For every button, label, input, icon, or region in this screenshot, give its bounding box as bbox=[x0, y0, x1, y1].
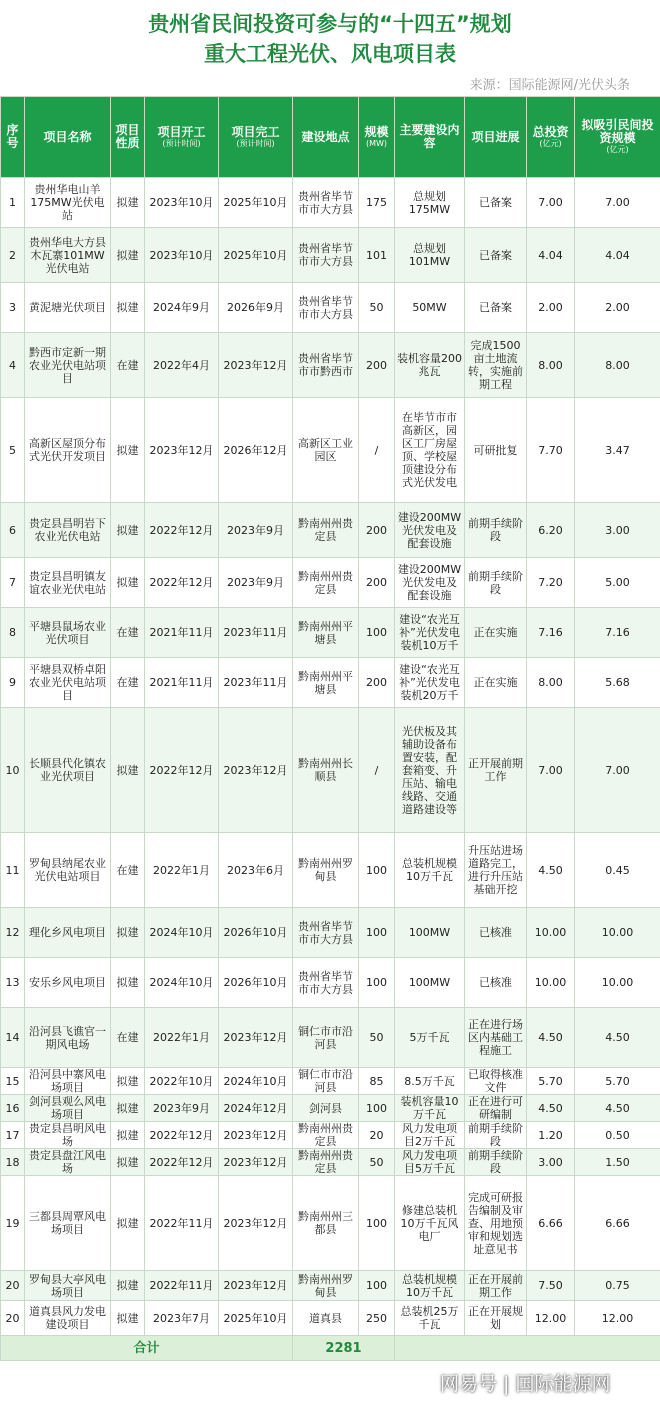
header-scale-label: 规模 bbox=[364, 124, 389, 139]
cell-location: 高新区工业园区 bbox=[293, 398, 359, 503]
cell-nature: 拟建 bbox=[111, 558, 145, 608]
cell-progress: 升压站进场道路完工，进行升压站基础开挖 bbox=[465, 833, 527, 908]
header-scale bbox=[359, 97, 395, 178]
cell-seq: 15 bbox=[1, 1068, 25, 1095]
cell-invest: 4.50 bbox=[527, 1095, 575, 1122]
cell-seq: 20 bbox=[1, 1271, 25, 1301]
header-end-sub: (预计时间) bbox=[236, 138, 275, 148]
cell-scale: 100 bbox=[359, 1095, 395, 1122]
cell-progress: 可研批复 bbox=[465, 398, 527, 503]
cell-seq: 1 bbox=[1, 178, 25, 228]
cell-invest: 10.00 bbox=[527, 908, 575, 958]
cell-seq: 10 bbox=[1, 708, 25, 833]
table-body bbox=[1, 178, 660, 1361]
header-private bbox=[575, 97, 660, 178]
cell-nature: 拟建 bbox=[111, 398, 145, 503]
cell-progress: 正在开展规划 bbox=[465, 1301, 527, 1336]
cell-end: 2023年12月 bbox=[219, 1176, 293, 1271]
cell-invest: 1.20 bbox=[527, 1122, 575, 1149]
cell-location: 贵州省毕节市市大方县 bbox=[293, 228, 359, 283]
cell-invest: 10.00 bbox=[527, 958, 575, 1008]
cell-location: 贵州省毕节市市大方县 bbox=[293, 178, 359, 228]
cell-content: 总规划101MW bbox=[395, 228, 465, 283]
cell-location: 黔南州州贵定县 bbox=[293, 1122, 359, 1149]
cell-location: 贵州省毕节市市黔西市 bbox=[293, 333, 359, 398]
cell-progress: 前期手续阶段 bbox=[465, 558, 527, 608]
page-title-line1: 贵州省民间投资可参与的“十四五”规划 bbox=[148, 12, 512, 36]
cell-progress: 前期手续阶段 bbox=[465, 1149, 527, 1176]
cell-nature: 拟建 bbox=[111, 1149, 145, 1176]
cell-location: 贵州省毕节市市大方县 bbox=[293, 908, 359, 958]
total-empty bbox=[395, 1336, 660, 1361]
cell-start: 2022年11月 bbox=[145, 1271, 219, 1301]
cell-seq: 6 bbox=[1, 503, 25, 558]
cell-name: 高新区屋顶分布式光伏开发项目 bbox=[25, 398, 111, 503]
cell-scale: 100 bbox=[359, 958, 395, 1008]
header-start bbox=[145, 97, 219, 178]
cell-nature: 拟建 bbox=[111, 708, 145, 833]
cell-seq: 17 bbox=[1, 1122, 25, 1149]
header-invest-unit: (亿元) bbox=[539, 138, 562, 148]
cell-content: 总装机25万千瓦 bbox=[395, 1301, 465, 1336]
cell-end: 2023年6月 bbox=[219, 833, 293, 908]
cell-content: 8.5万千瓦 bbox=[395, 1068, 465, 1095]
page-title-line2: 重大工程光伏、风电项目表 bbox=[204, 42, 456, 66]
cell-invest: 8.00 bbox=[527, 333, 575, 398]
cell-seq: 8 bbox=[1, 608, 25, 658]
cell-nature: 拟建 bbox=[111, 1176, 145, 1271]
cell-content: 建设200MW光伏发电及配套设施 bbox=[395, 503, 465, 558]
cell-seq: 13 bbox=[1, 958, 25, 1008]
cell-invest: 4.50 bbox=[527, 833, 575, 908]
project-table bbox=[0, 96, 660, 1361]
cell-name: 平塘县鼠场农业光伏项目 bbox=[25, 608, 111, 658]
cell-scale: 20 bbox=[359, 1122, 395, 1149]
cell-scale: 50 bbox=[359, 283, 395, 333]
cell-invest: 8.00 bbox=[527, 658, 575, 708]
cell-location: 黔南州州贵定县 bbox=[293, 1149, 359, 1176]
cell-private: 4.50 bbox=[575, 1008, 660, 1068]
cell-name: 剑河县观么风电场项目 bbox=[25, 1095, 111, 1122]
cell-private: 12.00 bbox=[575, 1301, 660, 1336]
cell-invest: 7.00 bbox=[527, 178, 575, 228]
cell-end: 2026年12月 bbox=[219, 398, 293, 503]
header-progress: 项目进展 bbox=[465, 97, 527, 178]
cell-content: 总装机规模10万千瓦 bbox=[395, 833, 465, 908]
cell-private: 10.00 bbox=[575, 958, 660, 1008]
cell-private: 10.00 bbox=[575, 908, 660, 958]
cell-start: 2024年10月 bbox=[145, 908, 219, 958]
cell-scale: 100 bbox=[359, 1271, 395, 1301]
cell-end: 2026年9月 bbox=[219, 283, 293, 333]
cell-location: 黔南州州平塘县 bbox=[293, 608, 359, 658]
cell-invest: 4.04 bbox=[527, 228, 575, 283]
cell-progress: 已核准 bbox=[465, 958, 527, 1008]
table-row bbox=[1, 398, 660, 503]
cell-end: 2023年11月 bbox=[219, 658, 293, 708]
cell-nature: 拟建 bbox=[111, 1271, 145, 1301]
table-row bbox=[1, 958, 660, 1008]
cell-scale: 100 bbox=[359, 1176, 395, 1271]
cell-content: 5万千瓦 bbox=[395, 1008, 465, 1068]
cell-location: 铜仁市市沿河县 bbox=[293, 1008, 359, 1068]
cell-nature: 在建 bbox=[111, 833, 145, 908]
cell-content: 在毕节市市高新区，园区工厂房屋顶、学校屋顶建设分布式光伏发电 bbox=[395, 398, 465, 503]
cell-start: 2022年11月 bbox=[145, 1176, 219, 1271]
cell-nature: 在建 bbox=[111, 333, 145, 398]
cell-scale: / bbox=[359, 398, 395, 503]
cell-nature: 拟建 bbox=[111, 283, 145, 333]
cell-progress: 正在实施 bbox=[465, 608, 527, 658]
cell-seq: 14 bbox=[1, 1008, 25, 1068]
cell-private: 7.16 bbox=[575, 608, 660, 658]
cell-progress: 已核准 bbox=[465, 908, 527, 958]
cell-nature: 拟建 bbox=[111, 228, 145, 283]
cell-content: 100MW bbox=[395, 908, 465, 958]
table-row bbox=[1, 658, 660, 708]
cell-end: 2026年10月 bbox=[219, 958, 293, 1008]
cell-name: 贵定县昌明镇友谊农业光伏电站 bbox=[25, 558, 111, 608]
cell-scale: 200 bbox=[359, 333, 395, 398]
cell-name: 黄泥塘光伏项目 bbox=[25, 283, 111, 333]
table-row bbox=[1, 1149, 660, 1176]
cell-seq: 19 bbox=[1, 1176, 25, 1271]
cell-location: 黔南州州平塘县 bbox=[293, 658, 359, 708]
cell-seq: 2 bbox=[1, 228, 25, 283]
cell-content: 修建总装机10万千瓦风电厂 bbox=[395, 1176, 465, 1271]
header-start-label: 项目开工 bbox=[157, 124, 206, 139]
table-row bbox=[1, 908, 660, 958]
cell-private: 7.00 bbox=[575, 708, 660, 833]
cell-content: 总装机规模10万千瓦 bbox=[395, 1271, 465, 1301]
cell-name: 黔西市定新一期农业光伏电站项目 bbox=[25, 333, 111, 398]
cell-seq: 7 bbox=[1, 558, 25, 608]
cell-scale: 250 bbox=[359, 1301, 395, 1336]
cell-name: 贵州华电大方县木瓦寨101MW光伏电站 bbox=[25, 228, 111, 283]
cell-invest: 4.50 bbox=[527, 1008, 575, 1068]
cell-content: 风力发电项目5万千瓦 bbox=[395, 1149, 465, 1176]
header-location: 建设地点 bbox=[293, 97, 359, 178]
table-header-row bbox=[1, 97, 660, 178]
cell-seq: 12 bbox=[1, 908, 25, 958]
cell-seq: 5 bbox=[1, 398, 25, 503]
cell-progress: 前期手续阶段 bbox=[465, 503, 527, 558]
cell-progress: 正在实施 bbox=[465, 658, 527, 708]
cell-name: 理化乡风电项目 bbox=[25, 908, 111, 958]
cell-scale: 100 bbox=[359, 608, 395, 658]
cell-name: 长顺县代化镇农业光伏项目 bbox=[25, 708, 111, 833]
watermark: 网易号 | 国际能源网 bbox=[440, 1373, 611, 1395]
cell-start: 2023年9月 bbox=[145, 1095, 219, 1122]
cell-content: 风力发电项目2万千瓦 bbox=[395, 1122, 465, 1149]
cell-nature: 拟建 bbox=[111, 1122, 145, 1149]
cell-end: 2023年9月 bbox=[219, 558, 293, 608]
cell-scale: 85 bbox=[359, 1068, 395, 1095]
cell-content: 总规划175MW bbox=[395, 178, 465, 228]
table-row bbox=[1, 1122, 660, 1149]
header-nature: 项目性质 bbox=[111, 97, 145, 178]
cell-seq: 4 bbox=[1, 333, 25, 398]
cell-name: 罗甸县纳尾农业光伏电站项目 bbox=[25, 833, 111, 908]
cell-scale: 101 bbox=[359, 228, 395, 283]
cell-end: 2023年12月 bbox=[219, 1149, 293, 1176]
table-row bbox=[1, 333, 660, 398]
cell-private: 5.00 bbox=[575, 558, 660, 608]
cell-private: 4.50 bbox=[575, 1095, 660, 1122]
cell-content: 建设“农光互补”光伏发电装机20万千 bbox=[395, 658, 465, 708]
cell-scale: 175 bbox=[359, 178, 395, 228]
cell-invest: 7.00 bbox=[527, 708, 575, 833]
cell-name: 贵州华电山羊175MW光伏电站 bbox=[25, 178, 111, 228]
cell-start: 2023年12月 bbox=[145, 398, 219, 503]
cell-start: 2022年4月 bbox=[145, 333, 219, 398]
cell-private: 3.00 bbox=[575, 503, 660, 558]
header-private-unit: (亿元) bbox=[606, 145, 629, 154]
cell-end: 2023年12月 bbox=[219, 1008, 293, 1068]
table-row bbox=[1, 1176, 660, 1271]
cell-end: 2024年12月 bbox=[219, 1095, 293, 1122]
cell-invest: 5.70 bbox=[527, 1068, 575, 1095]
cell-end: 2023年12月 bbox=[219, 1122, 293, 1149]
cell-invest: 2.00 bbox=[527, 283, 575, 333]
cell-scale: 200 bbox=[359, 658, 395, 708]
cell-invest: 6.20 bbox=[527, 503, 575, 558]
cell-invest: 7.16 bbox=[527, 608, 575, 658]
cell-progress: 完成可研报告编制及审查、用地预审和规划选址意见书 bbox=[465, 1176, 527, 1271]
cell-progress: 已备案 bbox=[465, 283, 527, 333]
cell-nature: 在建 bbox=[111, 658, 145, 708]
cell-name: 平塘县双桥卓阳农业光伏电站项目 bbox=[25, 658, 111, 708]
cell-private: 8.00 bbox=[575, 333, 660, 398]
header-invest bbox=[527, 97, 575, 178]
table-row bbox=[1, 833, 660, 908]
cell-nature: 拟建 bbox=[111, 178, 145, 228]
header-end-label: 项目完工 bbox=[231, 124, 280, 139]
cell-nature: 拟建 bbox=[111, 958, 145, 1008]
table-row bbox=[1, 178, 660, 228]
total-row bbox=[1, 1336, 660, 1361]
header-seq: 序号 bbox=[1, 97, 25, 178]
table-row bbox=[1, 608, 660, 658]
cell-name: 沿河县飞谯官一期风电场 bbox=[25, 1008, 111, 1068]
cell-progress: 已备案 bbox=[465, 228, 527, 283]
cell-location: 黔南州州三都县 bbox=[293, 1176, 359, 1271]
table-row bbox=[1, 1068, 660, 1095]
cell-content: 50MW bbox=[395, 283, 465, 333]
cell-name: 安乐乡风电项目 bbox=[25, 958, 111, 1008]
cell-seq: 20 bbox=[1, 1301, 25, 1336]
cell-private: 4.04 bbox=[575, 228, 660, 283]
cell-seq: 16 bbox=[1, 1095, 25, 1122]
cell-start: 2022年1月 bbox=[145, 1008, 219, 1068]
cell-start: 2022年12月 bbox=[145, 558, 219, 608]
cell-name: 沿河县中寨风电场项目 bbox=[25, 1068, 111, 1095]
cell-scale: 100 bbox=[359, 908, 395, 958]
cell-invest: 12.00 bbox=[527, 1301, 575, 1336]
cell-invest: 3.00 bbox=[527, 1149, 575, 1176]
table-row bbox=[1, 558, 660, 608]
cell-scale: 200 bbox=[359, 558, 395, 608]
cell-scale: / bbox=[359, 708, 395, 833]
cell-progress: 正开展前期工作 bbox=[465, 708, 527, 833]
table-row bbox=[1, 228, 660, 283]
cell-start: 2024年9月 bbox=[145, 283, 219, 333]
cell-location: 贵州省毕节市市大方县 bbox=[293, 283, 359, 333]
cell-location: 贵州省毕节市市大方县 bbox=[293, 958, 359, 1008]
cell-name: 贵定县昌明岩下农业光伏电站 bbox=[25, 503, 111, 558]
cell-progress: 已备案 bbox=[465, 178, 527, 228]
cell-private: 2.00 bbox=[575, 283, 660, 333]
cell-end: 2025年10月 bbox=[219, 1301, 293, 1336]
cell-nature: 在建 bbox=[111, 608, 145, 658]
cell-content: 建设200MW光伏发电及配套设施 bbox=[395, 558, 465, 608]
cell-progress: 正在开展前期工作 bbox=[465, 1271, 527, 1301]
cell-name: 道真县风力发电建设项目 bbox=[25, 1301, 111, 1336]
table-row bbox=[1, 1008, 660, 1068]
table-row bbox=[1, 1271, 660, 1301]
cell-seq: 3 bbox=[1, 283, 25, 333]
cell-private: 1.50 bbox=[575, 1149, 660, 1176]
cell-private: 6.66 bbox=[575, 1176, 660, 1271]
cell-start: 2023年7月 bbox=[145, 1301, 219, 1336]
cell-start: 2021年11月 bbox=[145, 658, 219, 708]
cell-name: 三都县周覃风电场项目 bbox=[25, 1176, 111, 1271]
cell-progress: 已取得核准文件 bbox=[465, 1068, 527, 1095]
table-row bbox=[1, 503, 660, 558]
cell-invest: 6.66 bbox=[527, 1176, 575, 1271]
cell-location: 黔南州州罗甸县 bbox=[293, 833, 359, 908]
cell-name: 贵定县昌明风电场 bbox=[25, 1122, 111, 1149]
cell-nature: 拟建 bbox=[111, 908, 145, 958]
cell-nature: 在建 bbox=[111, 1008, 145, 1068]
cell-invest: 7.70 bbox=[527, 398, 575, 503]
cell-content: 装机容量10万千瓦 bbox=[395, 1095, 465, 1122]
cell-end: 2025年10月 bbox=[219, 228, 293, 283]
header-end bbox=[219, 97, 293, 178]
cell-nature: 拟建 bbox=[111, 1068, 145, 1095]
cell-seq: 9 bbox=[1, 658, 25, 708]
header-start-sub: (预计时间) bbox=[162, 138, 201, 148]
header-content: 主要建设内容 bbox=[395, 97, 465, 178]
cell-content: 装机容量200兆瓦 bbox=[395, 333, 465, 398]
total-label: 合计 bbox=[1, 1336, 293, 1361]
cell-name: 罗甸县大亭风电场项目 bbox=[25, 1271, 111, 1301]
header-name: 项目名称 bbox=[25, 97, 111, 178]
cell-progress: 正在进行场区内基础工程施工 bbox=[465, 1008, 527, 1068]
cell-location: 黔南州州贵定县 bbox=[293, 503, 359, 558]
cell-start: 2024年10月 bbox=[145, 958, 219, 1008]
cell-start: 2021年11月 bbox=[145, 608, 219, 658]
table-row bbox=[1, 708, 660, 833]
cell-private: 7.00 bbox=[575, 178, 660, 228]
cell-start: 2022年10月 bbox=[145, 1068, 219, 1095]
cell-end: 2023年12月 bbox=[219, 708, 293, 833]
cell-end: 2024年10月 bbox=[219, 1068, 293, 1095]
cell-private: 3.47 bbox=[575, 398, 660, 503]
cell-progress: 正在进行可研编制 bbox=[465, 1095, 527, 1122]
cell-start: 2022年1月 bbox=[145, 833, 219, 908]
cell-nature: 拟建 bbox=[111, 1095, 145, 1122]
cell-start: 2022年12月 bbox=[145, 503, 219, 558]
cell-start: 2022年12月 bbox=[145, 1122, 219, 1149]
total-scale: 2281 bbox=[293, 1336, 395, 1361]
cell-private: 0.50 bbox=[575, 1122, 660, 1149]
cell-private: 0.75 bbox=[575, 1271, 660, 1301]
cell-end: 2023年12月 bbox=[219, 333, 293, 398]
cell-location: 剑河县 bbox=[293, 1095, 359, 1122]
cell-private: 5.68 bbox=[575, 658, 660, 708]
header-invest-label: 总投资 bbox=[532, 124, 569, 139]
source-note: 来源：国际能源网/光伏头条 bbox=[469, 78, 630, 93]
cell-private: 0.45 bbox=[575, 833, 660, 908]
cell-scale: 50 bbox=[359, 1149, 395, 1176]
cell-scale: 100 bbox=[359, 833, 395, 908]
cell-content: 光伏板及其辅助设备布置安装，配套箱变、升压站、输电线路、交通道路建设等 bbox=[395, 708, 465, 833]
cell-scale: 200 bbox=[359, 503, 395, 558]
cell-location: 道真县 bbox=[293, 1301, 359, 1336]
cell-progress: 前期手续阶段 bbox=[465, 1122, 527, 1149]
cell-start: 2022年12月 bbox=[145, 1149, 219, 1176]
table-row bbox=[1, 1095, 660, 1122]
cell-seq: 11 bbox=[1, 833, 25, 908]
cell-location: 铜仁市市沿河县 bbox=[293, 1068, 359, 1095]
cell-private: 5.70 bbox=[575, 1068, 660, 1095]
table-row bbox=[1, 283, 660, 333]
cell-start: 2022年12月 bbox=[145, 708, 219, 833]
cell-end: 2025年10月 bbox=[219, 178, 293, 228]
cell-progress: 完成1500亩土地流转，实施前期工程 bbox=[465, 333, 527, 398]
header-scale-unit: (MW) bbox=[365, 138, 388, 148]
cell-location: 黔南州州长顺县 bbox=[293, 708, 359, 833]
cell-start: 2023年10月 bbox=[145, 228, 219, 283]
cell-end: 2026年10月 bbox=[219, 908, 293, 958]
cell-start: 2023年10月 bbox=[145, 178, 219, 228]
header-private-label: 拟吸引民间投资规模 bbox=[581, 118, 654, 145]
cell-nature: 拟建 bbox=[111, 1301, 145, 1336]
cell-content: 建设“农光互补”光伏发电装机10万千 bbox=[395, 608, 465, 658]
cell-content: 100MW bbox=[395, 958, 465, 1008]
cell-invest: 7.50 bbox=[527, 1271, 575, 1301]
table-row bbox=[1, 1301, 660, 1336]
cell-end: 2023年9月 bbox=[219, 503, 293, 558]
cell-scale: 50 bbox=[359, 1008, 395, 1068]
cell-location: 黔南州州贵定县 bbox=[293, 558, 359, 608]
cell-end: 2023年12月 bbox=[219, 1271, 293, 1301]
cell-location: 黔南州州罗甸县 bbox=[293, 1271, 359, 1301]
cell-invest: 7.20 bbox=[527, 558, 575, 608]
cell-nature: 拟建 bbox=[111, 503, 145, 558]
cell-seq: 18 bbox=[1, 1149, 25, 1176]
cell-name: 贵定县盘江风电场 bbox=[25, 1149, 111, 1176]
cell-end: 2023年11月 bbox=[219, 608, 293, 658]
